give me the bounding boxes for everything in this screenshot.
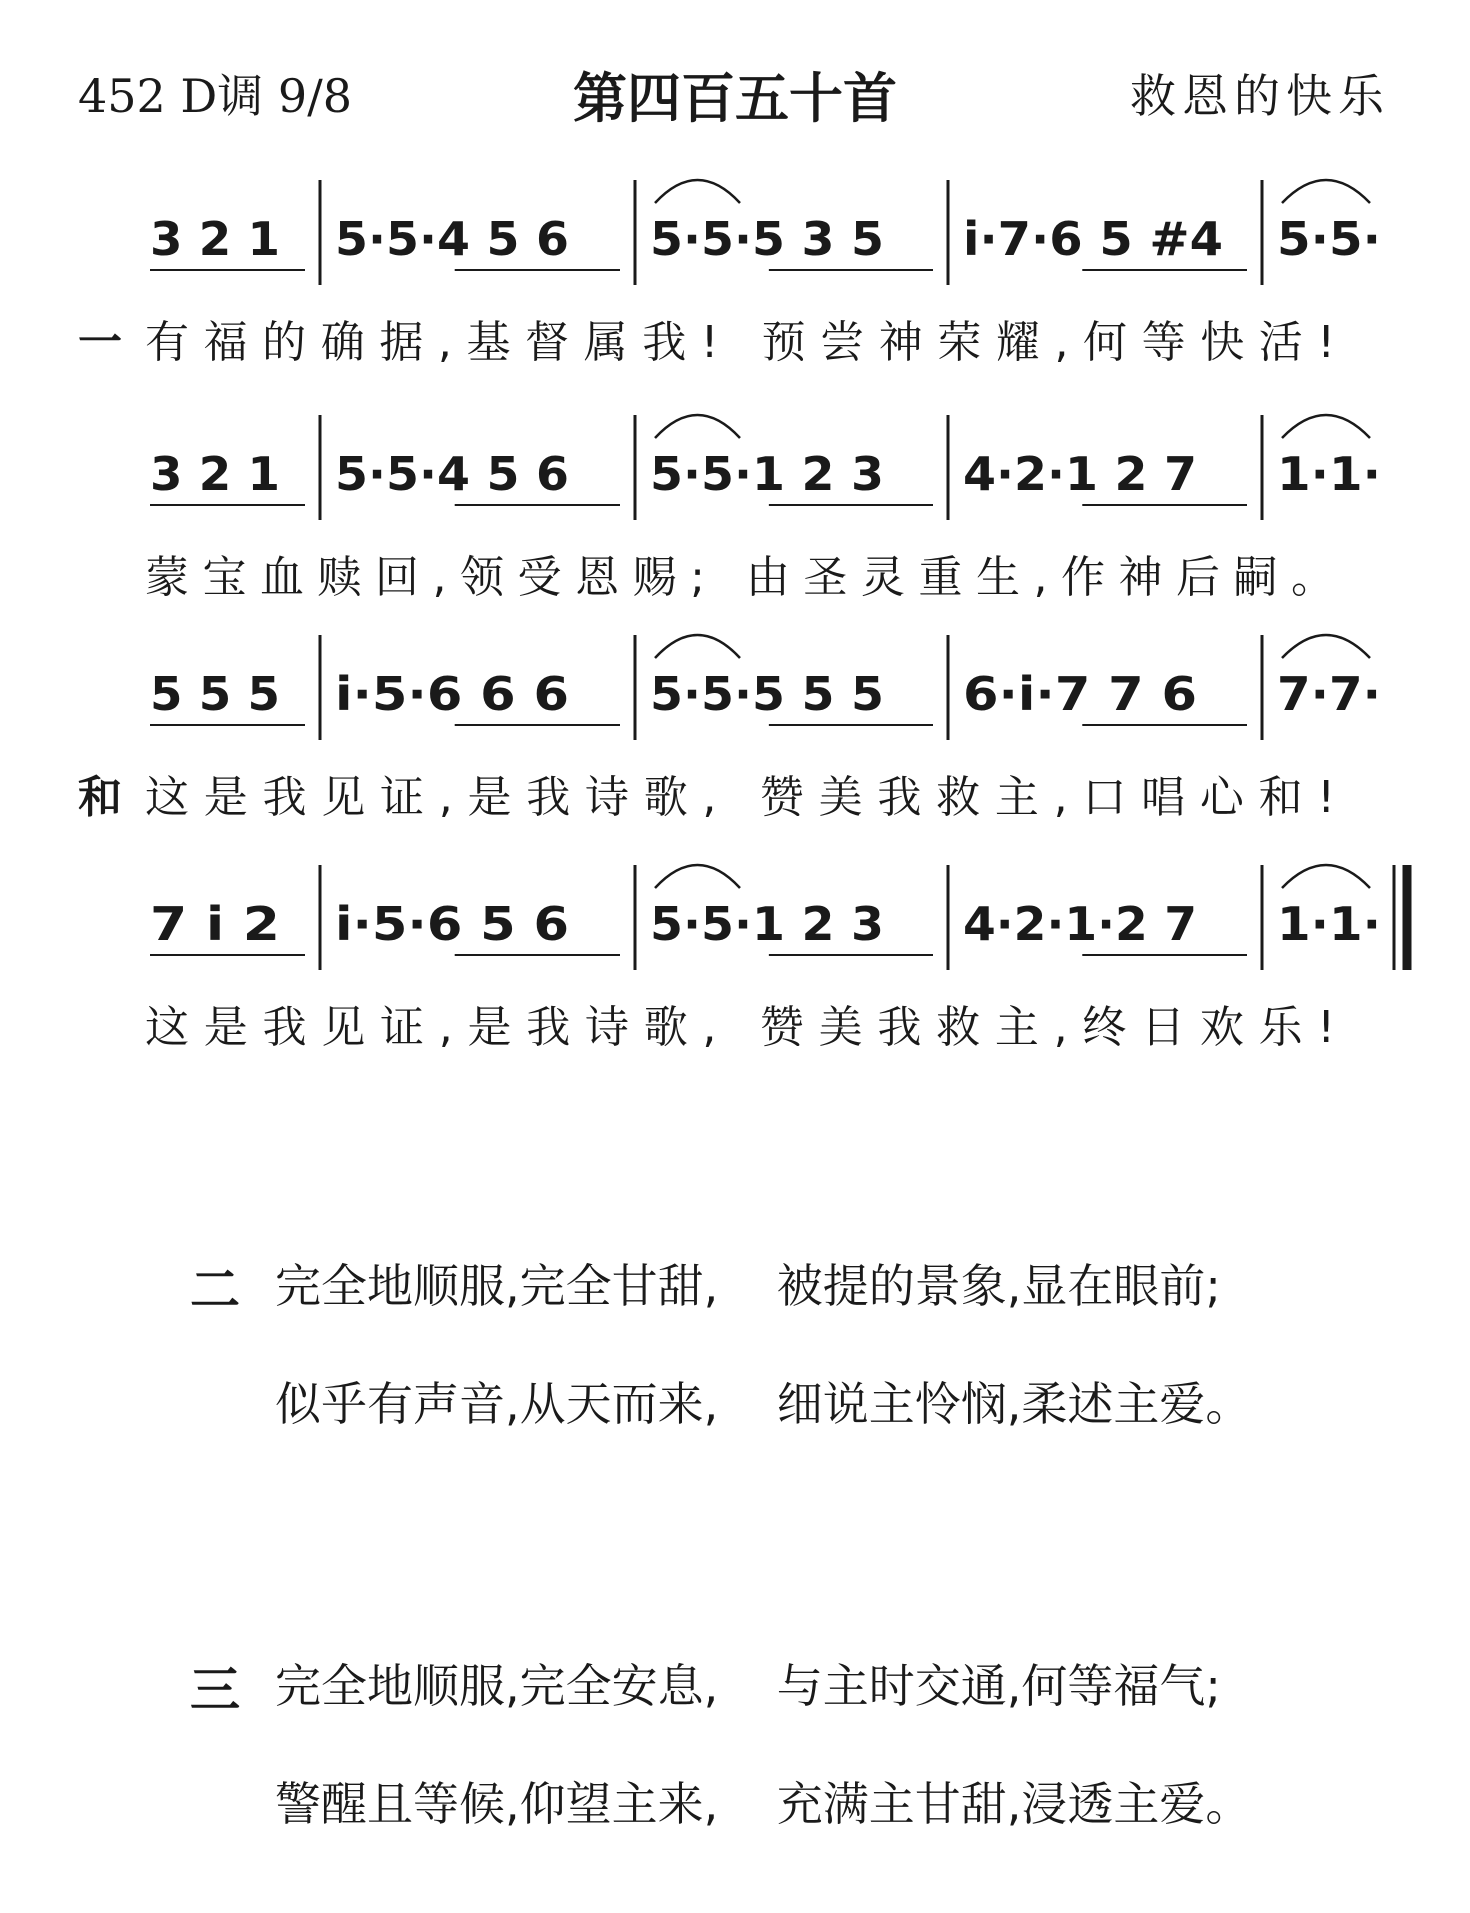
measure-notes: 4·2·1 2 7 [963,447,1197,501]
measure-notes: 5·5·4 5 6 [335,212,569,266]
tie-arc [655,635,740,658]
measure-notes: 5 5 5 [150,667,280,721]
measure-notes: 5·5·4 5 6 [335,447,569,501]
measure-notes: i·5·6 5 6 [335,897,569,951]
verse-line: 警醒且等候,仰望主来, 充满主甘甜,浸透主爱。 [275,1777,1252,1831]
measure-notes: 7 i 2 [150,897,280,951]
measure-notes: 5·5·1 2 3 [650,447,884,501]
lyrics-line: 有福的确据,基督属我! 预尝神荣耀,何等快活! [145,317,1335,368]
measure-notes: 4·2·1·2 7 [963,897,1197,951]
verse-line: 似乎有声音,从天而来, 细说主怜悯,柔述主爱。 [275,1377,1252,1431]
verse-line: 完全地顺服,完全甘甜, 被提的景象,显在眼前; [275,1259,1221,1313]
verse-number: 二 [190,1261,240,1319]
measure-notes: 7·7· [1277,667,1381,721]
measure-notes: 3 2 1 [150,212,280,266]
lyrics-line: 这是我见证,是我诗歌, 赞美我救主,口唱心和! [145,772,1335,823]
tie-arc [1282,635,1370,658]
measure-notes: i·7·6 5 #4 [963,212,1223,266]
tie-arc [1282,865,1370,888]
lyrics-line: 蒙宝血赎回,领受恩赐; 由圣灵重生,作神后嗣。 [145,552,1335,603]
measure-notes: 5·5·5 5 5 [650,667,884,721]
measure-notes: i·5·6 6 6 [335,667,569,721]
hymn-name: 救恩的快乐 [1130,69,1390,123]
row-label: 和 [78,772,122,823]
tie-arc [1282,415,1370,438]
measure-notes: 3 2 1 [150,447,280,501]
row-label: 一 [78,317,122,368]
tie-arc [1282,180,1370,203]
measure-notes: 1·1· [1277,447,1381,501]
tie-arc [655,180,740,203]
verse-number: 三 [190,1661,240,1719]
verse-line: 完全地顺服,完全安息, 与主时交通,何等福气; [275,1659,1221,1713]
tie-arc [655,415,740,438]
measure-notes: 6·i·7 7 6 [963,667,1197,721]
measure-notes: 5·5· [1277,212,1381,266]
lyrics-line: 这是我见证,是我诗歌, 赞美我救主,终日欢乐! [145,1002,1335,1053]
measure-notes: 5·5·1 2 3 [650,897,884,951]
hymn-meta: 452 D调 9/8 [78,69,352,123]
measure-notes: 5·5·5 3 5 [650,212,884,266]
tie-arc [655,865,740,888]
hymn-title: 第四百五十首 [573,67,897,130]
measure-notes: 1·1· [1277,897,1381,951]
